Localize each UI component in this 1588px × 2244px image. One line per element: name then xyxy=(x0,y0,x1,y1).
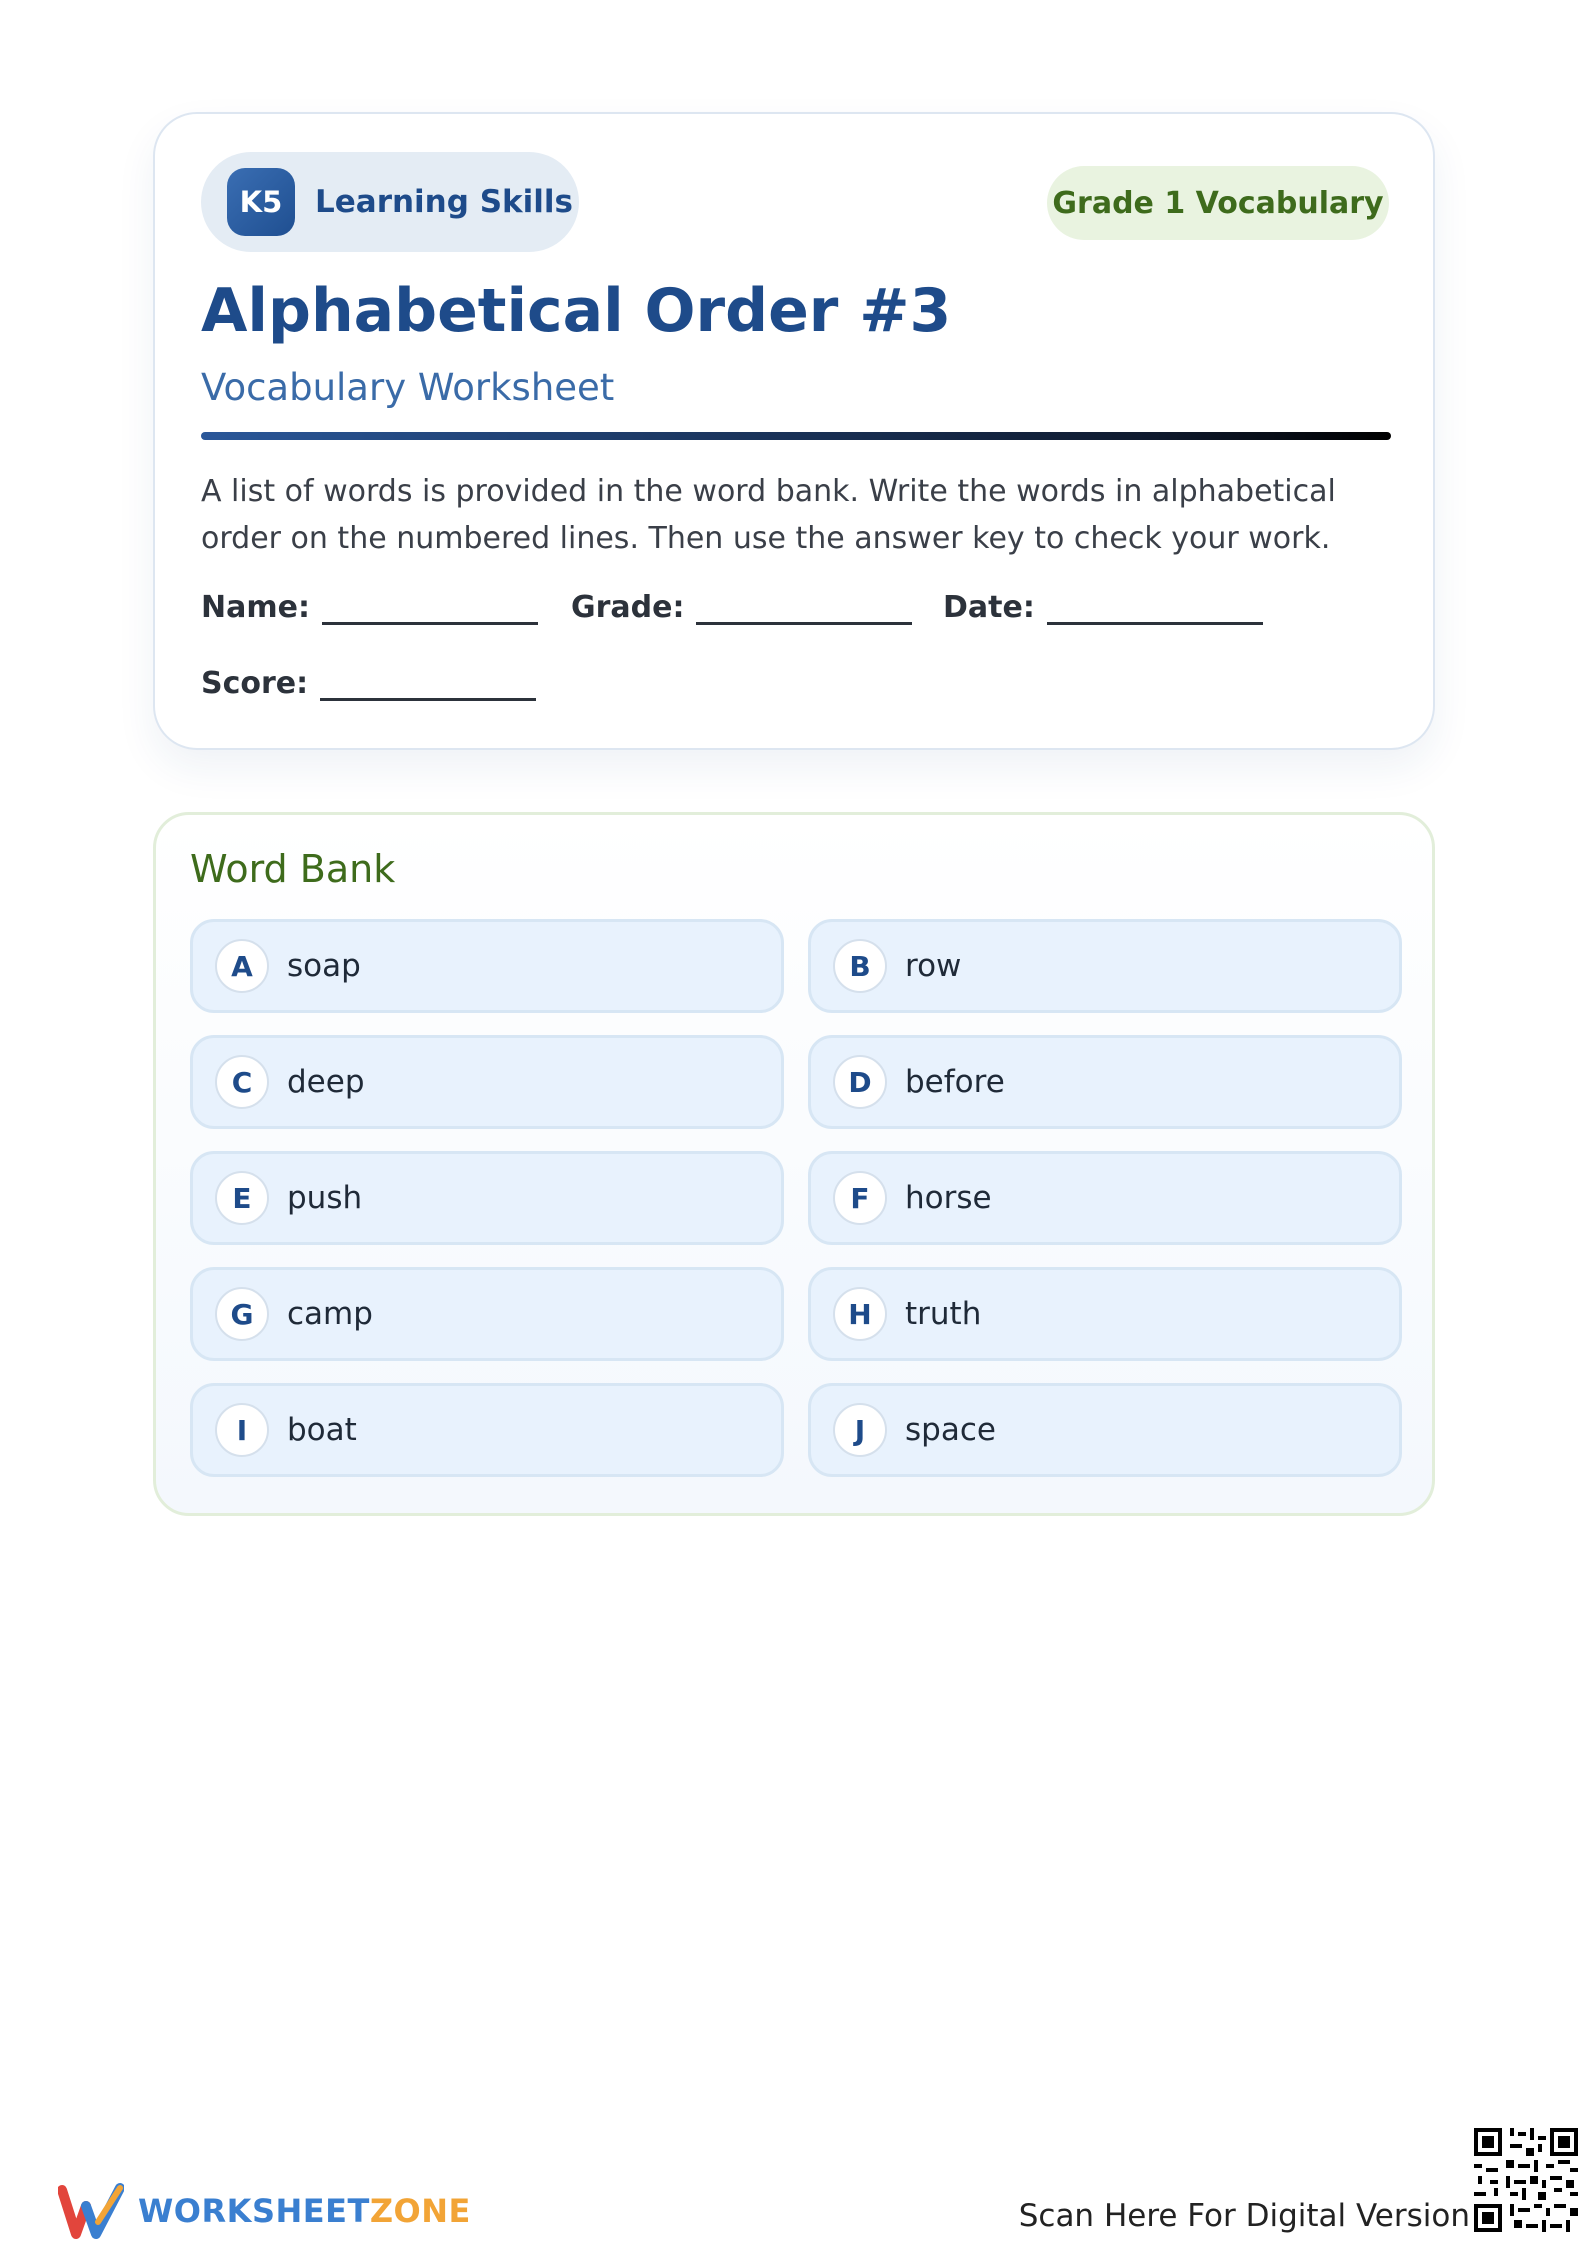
scan-instruction: Scan Here For Digital Version xyxy=(1018,2198,1470,2234)
word-bank-item xyxy=(808,1383,1402,1477)
item-word: soap xyxy=(287,948,361,984)
item-word: space xyxy=(905,1412,996,1448)
item-word: deep xyxy=(287,1064,365,1100)
grade-label: Grade: xyxy=(571,590,685,625)
header-card xyxy=(153,112,1435,750)
item-letter: A xyxy=(215,939,269,993)
name-field xyxy=(201,590,538,625)
date-field xyxy=(943,590,1263,625)
word-bank-item xyxy=(808,1267,1402,1361)
word-bank-item xyxy=(808,919,1402,1013)
word-bank-item xyxy=(190,1151,784,1245)
brand-logo: K5 xyxy=(227,168,295,236)
logo-text-worksheet: WORKSHEET xyxy=(138,2192,370,2230)
item-word: push xyxy=(287,1180,363,1216)
worksheetzone-logo[interactable] xyxy=(58,2182,471,2240)
grade-tag: Grade 1 Vocabulary xyxy=(1047,166,1389,240)
item-letter: E xyxy=(215,1171,269,1225)
item-letter: B xyxy=(833,939,887,993)
grade-blank-line[interactable] xyxy=(696,595,912,625)
worksheetzone-mark-icon xyxy=(58,2182,124,2240)
title-divider xyxy=(201,432,1391,440)
page-title: Alphabetical Order #3 xyxy=(201,276,952,346)
grade-field xyxy=(571,590,912,625)
logo-text-zone: ZONE xyxy=(369,2192,471,2230)
item-word: row xyxy=(905,948,962,984)
item-letter: G xyxy=(215,1287,269,1341)
item-letter: F xyxy=(833,1171,887,1225)
name-label: Name: xyxy=(201,590,310,625)
item-letter: I xyxy=(215,1403,269,1457)
name-blank-line[interactable] xyxy=(322,595,538,625)
word-bank-item xyxy=(190,1035,784,1129)
word-bank-item xyxy=(808,1035,1402,1129)
score-label: Score: xyxy=(201,666,309,701)
score-field xyxy=(201,666,536,701)
brand-badge xyxy=(201,152,579,252)
word-bank-item xyxy=(190,1267,784,1361)
item-word: camp xyxy=(287,1296,373,1332)
item-word: boat xyxy=(287,1412,357,1448)
item-word: horse xyxy=(905,1180,992,1216)
date-blank-line[interactable] xyxy=(1047,595,1263,625)
brand-name: Learning Skills xyxy=(315,184,574,220)
word-bank-title: Word Bank xyxy=(190,847,396,891)
logo-text xyxy=(138,2192,471,2230)
item-letter: D xyxy=(833,1055,887,1109)
item-letter: H xyxy=(833,1287,887,1341)
score-blank-line[interactable] xyxy=(320,671,536,701)
item-word: truth xyxy=(905,1296,982,1332)
page-subtitle: Vocabulary Worksheet xyxy=(201,366,615,409)
word-bank-item xyxy=(190,919,784,1013)
word-bank-item xyxy=(808,1151,1402,1245)
item-letter: J xyxy=(833,1403,887,1457)
item-letter: C xyxy=(215,1055,269,1109)
instructions-text: A list of words is provided in the word bank. Write the words in alphabetical order on the numbered lines. Then use the answer key to check your work. xyxy=(201,474,1336,556)
qr-code-icon[interactable] xyxy=(1470,2124,1582,2236)
word-bank-item xyxy=(190,1383,784,1477)
item-word: before xyxy=(905,1064,1005,1100)
date-label: Date: xyxy=(943,590,1035,625)
word-bank xyxy=(153,812,1435,1516)
